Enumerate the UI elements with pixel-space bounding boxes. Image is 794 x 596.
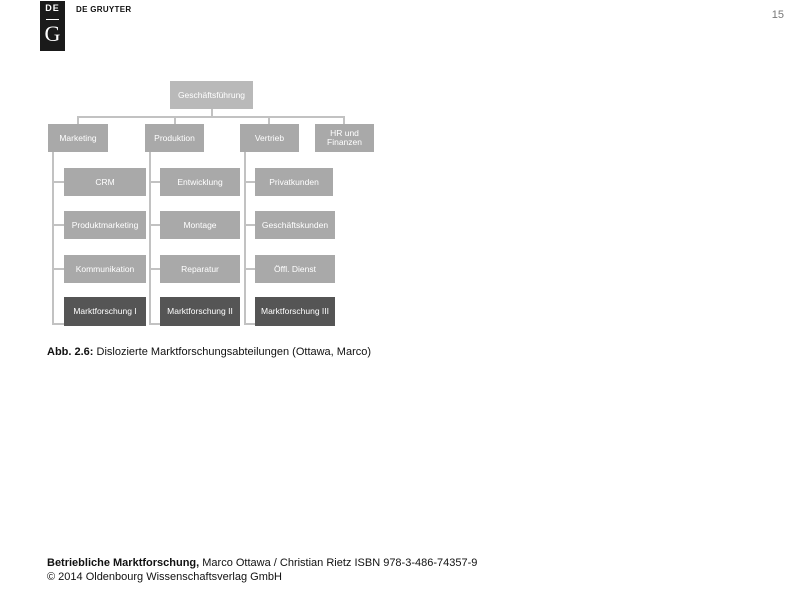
connector-horizontal: [77, 116, 344, 118]
page-number: 15: [771, 9, 784, 21]
logo-divider: [46, 19, 59, 20]
publisher-logo: [40, 1, 65, 51]
org-box-hr-finanzen: HR und Finanzen: [315, 124, 374, 152]
publisher-name: DE GRUYTER: [76, 5, 132, 14]
footer-copyright: © 2014 Oldenbourg Wissenschaftsverlag GmbH: [47, 571, 282, 583]
caption-label: Abb. 2.6:: [47, 346, 94, 358]
branch-line: [52, 268, 64, 270]
org-box-entwicklung: Entwicklung: [160, 168, 240, 196]
logo-g-text: G: [44, 21, 61, 46]
logo-de-text: DE: [45, 3, 60, 13]
org-box-marktforschung-1: Marktforschung I: [64, 297, 146, 326]
org-box-marktforschung-2: Marktforschung II: [160, 297, 240, 326]
footer-citation: [47, 557, 477, 569]
spine-vertrieb: [244, 152, 246, 325]
org-box-crm: CRM: [64, 168, 146, 196]
org-box-geschaeftskunden: Geschäftskunden: [255, 211, 335, 239]
org-box-marktforschung-3: Marktforschung III: [255, 297, 335, 326]
org-box-root: Geschäftsführung: [170, 81, 253, 109]
caption-text: Dislozierte Marktforschungsabteilungen (Ottawa, Marco): [93, 346, 372, 358]
book-title: Betriebliche Marktforschung,: [47, 557, 200, 569]
spine-produktion: [149, 152, 151, 325]
branch-line: [52, 323, 64, 325]
org-box-vertrieb: Vertrieb: [240, 124, 299, 152]
org-box-reparatur: Reparatur: [160, 255, 240, 283]
org-box-oeffl-dienst: Öffl. Dienst: [255, 255, 335, 283]
org-box-kommunikation: Kommunikation: [64, 255, 146, 283]
org-box-marketing: Marketing: [48, 124, 108, 152]
org-box-privatkunden: Privatkunden: [255, 168, 333, 196]
org-box-produktmarketing: Produktmarketing: [64, 211, 146, 239]
book-authors-isbn: Marco Ottawa / Christian Rietz ISBN 978-3-486-74357-9: [199, 557, 478, 569]
org-box-produktion: Produktion: [145, 124, 204, 152]
spine-marketing: [52, 152, 54, 325]
figure-caption: [47, 346, 371, 358]
branch-line: [52, 181, 64, 183]
org-box-montage: Montage: [160, 211, 240, 239]
branch-line: [52, 224, 64, 226]
